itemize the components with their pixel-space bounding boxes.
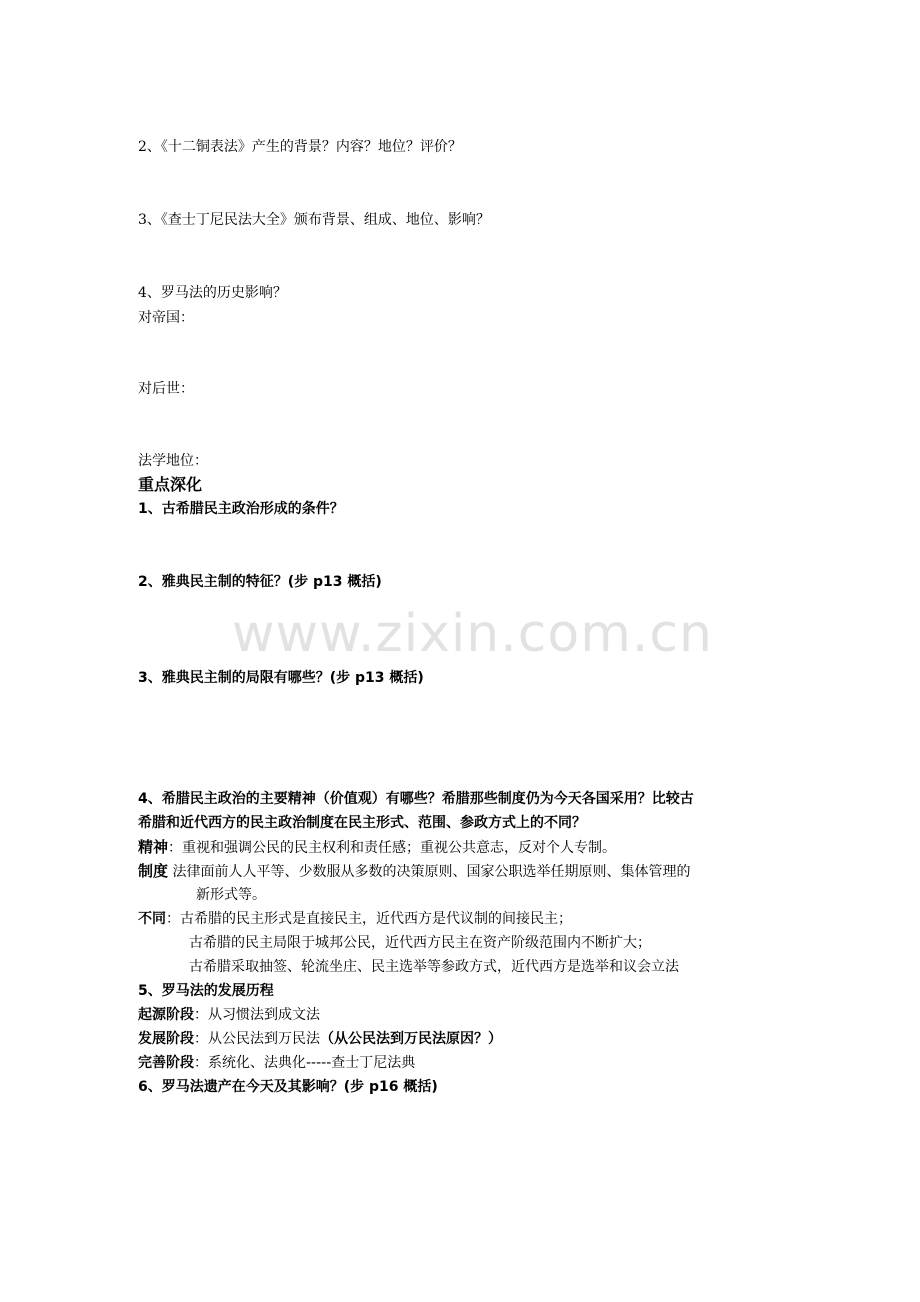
deep-question-6: 6、罗马法遗产在今天及其影响？(步 p16 概括) xyxy=(138,1079,438,1095)
question-3-corpus-juris: 3、《查士丁尼民法大全》颁布背景、组成、地位、影响？ xyxy=(138,212,490,228)
spirit-row xyxy=(138,838,616,857)
spirit-text: ：重视和强调公民的民主权利和责任感；重视公共意志，反对个人专制。 xyxy=(168,840,617,856)
spirit-label: 精神 xyxy=(138,838,169,856)
system-row xyxy=(138,862,690,881)
question-2-twelve-tables: 2、《十二铜表法》产生的背景？内容？地位？评价？ xyxy=(138,139,462,155)
perfect-stage-row xyxy=(138,1054,415,1072)
jurisprudence-status: 法学地位： xyxy=(138,453,208,469)
origin-stage-row xyxy=(138,1006,320,1024)
origin-stage-text: ：从习惯法到成文法 xyxy=(194,1007,320,1023)
deep-question-5: 5、罗马法的发展历程 xyxy=(138,983,274,999)
influence-on-later-ages: 对后世： xyxy=(138,381,194,397)
difference-text-3: 古希腊采取抽签、轮流坐庄、民主选举等参政方式，近代西方是选举和议会立法 xyxy=(189,959,679,975)
watermark: www.zixin.com.cn xyxy=(232,604,713,664)
section-title: 重点深化 xyxy=(138,475,203,494)
perfect-stage-label: 完善阶段 xyxy=(138,1055,194,1071)
difference-label: 不同 xyxy=(138,911,166,927)
difference-text-2: 古希腊的民主局限于城邦公民，近代西方民主在资产阶级范围内不断扩大； xyxy=(189,935,651,951)
deep-question-1: 1、古希腊民主政治形成的条件？ xyxy=(138,501,344,517)
deep-question-2: 2、雅典民主制的特征？(步 p13 概括) xyxy=(138,574,382,590)
question-4-roman-law-influence: 4、罗马法的历史影响？ xyxy=(138,285,287,301)
deep-question-4-line-2: 希腊和近代西方的民主政治制度在民主形式、范围、参政方式上的不同？ xyxy=(138,815,586,831)
deep-question-3: 3、雅典民主制的局限有哪些？(步 p13 概括) xyxy=(138,670,424,686)
develop-stage-question: （从公民法到万民法原因？） xyxy=(320,1031,502,1047)
difference-row-1 xyxy=(138,910,572,928)
deep-question-4-line-1: 4、希腊民主政治的主要精神（价值观）有哪些？希腊那些制度仍为今天各国采用？比较古 xyxy=(138,791,694,807)
difference-text-1: ：古希腊的民主形式是直接民主，近代西方是代议制的间接民主； xyxy=(166,911,572,927)
develop-stage-label: 发展阶段 xyxy=(138,1031,194,1047)
perfect-stage-text: ：系统化、法典化-----查士丁尼法典 xyxy=(194,1055,416,1071)
origin-stage-label: 起源阶段 xyxy=(138,1007,194,1023)
develop-stage-row xyxy=(138,1030,502,1048)
system-text-1: 法律面前人人平等、少数服从多数的决策原则、国家公职选举任期原则、集体管理的 xyxy=(168,864,691,880)
develop-stage-text: ：从公民法到万民法 xyxy=(194,1031,320,1047)
system-text-2: 新形式等。 xyxy=(196,887,266,903)
system-label: 制度 xyxy=(138,862,169,880)
influence-on-empire: 对帝国： xyxy=(138,310,194,326)
